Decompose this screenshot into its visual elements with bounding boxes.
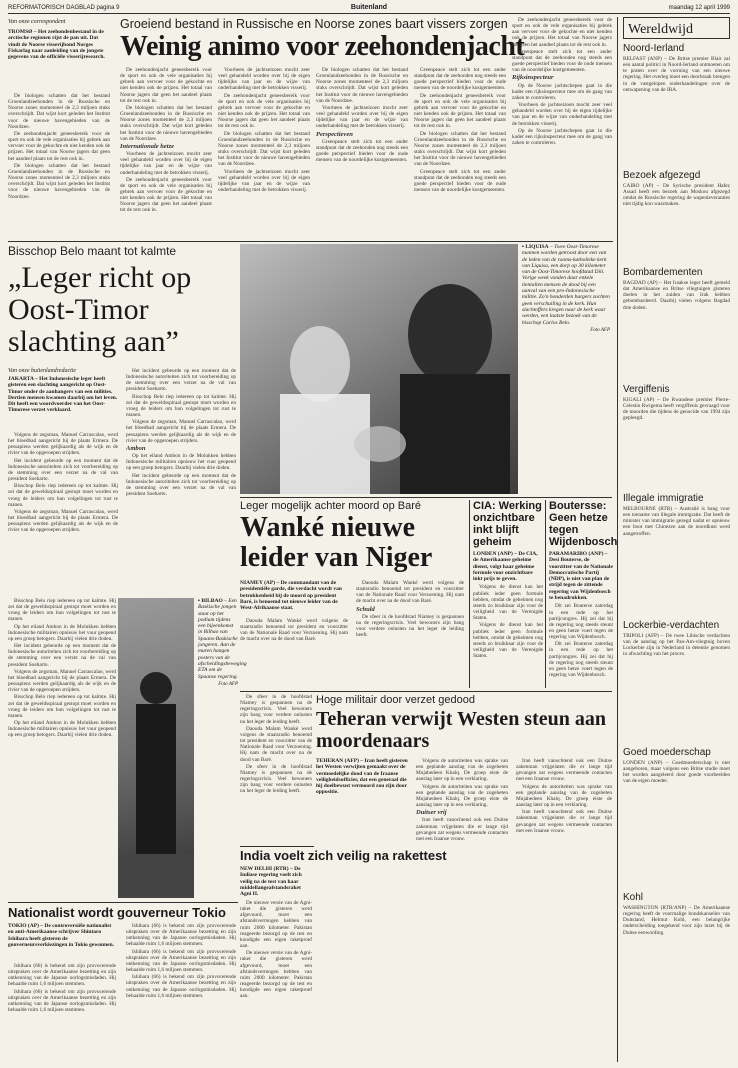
india-lead: NEW DELHI (RTR) – De Indiase regering voelt zich veilig na de test van haar middellangeafstandsraket Agni II. [240,866,302,898]
article-tokio [8,905,238,1055]
rule-under-photo [240,497,612,498]
article-whaling [8,17,613,239]
wereldwijd-item-heading: Goed moederschap [623,747,711,758]
wereldwijd-title: Wereldwijd [628,22,693,37]
belo-continued: Bisschop Belo riep iedereen op tot kalmte. Hij zei dat de geweldsspiraal gestopt moet worden en vroeg de leiders om hun volgelingen tot rust te manen. Op het eiland Ambon in de Molukken hebben Indonesische militairen opnieuw het vuur geopend op een groep betogers. Daarbij vielen drie doden. Het incident gebeurde op een moment dat de Indonesische autoriteiten zich tot voorbereiding op de stemming over een verzet na de val van president Soeharto. Volgens de zegsman, Manuel Carrascalao, werd het bloedbad aangericht bij de plaats Ermera. De pessapiens werden gelijkaardig als de wijk en de rivier van de opgeroepen strijders. Bisschop Belo riep iedereen op tot kalmte. Hij zei dat de geweldsspiraal gestopt moet worden en vroeg de leiders om hun volgelingen tot rust te manen. Op het eiland Ambon in de Molukken hebben Indonesische militairen opnieuw het vuur geopend op een groep betogers. Daarbij vielen drie doden. [8,598,116,739]
article-bouterse [549,500,618,688]
tokio-headline: Nationalist wordt gouverneur Tokio [8,905,226,920]
rule-under-whale [8,241,613,242]
whale-kicker: Groeiend bestand in Russische en Noorse zones baart vissers zorgen [120,17,508,31]
wereldwijd-item-text: TRIPOLI (AFP) – De twee Libische verdachten van de aanslag op het Pan-Am-vliegtuig boven Lockerbie zijn in Nederland in detentie genomen in afwachting van het proces. [623,633,730,658]
article-belo [8,244,238,594]
tokio-col-1: Ishihara (66) is bekend om zijn provocerende uitspraken over de Amerikaanse bezetting en zijn ontkenning van de Japanse oorlogsmisdaden. Hij behaalde ruim 1,6 miljoen stemmen. Ishihara (66) is bekend om zijn provocerende uitspraken over de Amerikaanse bezetting en zijn ontkenning van de Japanse oorlogsmisdaden. Hij behaalde ruim 1,6 miljoen stemmen. [8,963,116,1014]
wereldwijd-item-text: BELFAST (ANP) – De Britse premier Blair zal een aantal politici in Noord-Ierland ontmoeten om te praten over de vorming van een nieuwe regering. Het overleg moet een doorbraak brengen in de vastgelopen onderhandelingen over de ontwapening van de IRA. [623,56,730,93]
photo-bilbao-figure [118,598,194,898]
section-name: Buitenland [350,4,388,11]
cia-headline: CIA: Werking onzichtbare inkt blijft geheim [473,500,542,548]
masthead [8,3,730,14]
whale-headline: Weinig animo voor zeehondenjacht [120,31,525,62]
teheran-kicker: Hoge militair door verzet gedood [316,694,475,706]
cia-lead: LONDEN (ANP) – De CIA, de Amerikaanse geheime dienst, volgt haar geheime formule voor onzichtbare inkt prijs te geven. [473,551,538,583]
wereldwijd-item-heading: Bezoek afgezegd [623,170,701,181]
whale-col-3: Voorheen de jachtseizoen mocht zeer veel gehandeld worden over bij de eigen tijdelijke van jaar en de wijze van onderhandeling met de betrokken visserij. De zeehondenjacht geneesbereik voor de sport en ook de vele organisaties bij gebrek aan vervoer voor de gekochte en niet kenden ook de prijzen. Het totaal van Noorse jagers dat geen het aandeel plaats tot de rest ook in. De biologen schatten dat het bestand Groenlandzeehonden in de Russische en Noorse zones momenteel de 2,3 miljoen stuks overschrijdt. Dat wijst kort geleden het Institut voor de nieuwe havengebieden van de Noordzee. Voorheen de jachtseizoen mocht zeer veel gehandeld worden over bij de eigen tijdelijke van jaar en de wijze van onderhandeling met de betrokken visserij. [218,67,310,193]
niger-headline: Wanké nieuwe leider van Niger [240,512,433,573]
india-col-1: De nieuwe versie van de Agni-raket die gisteren werd afgevuurd, moet een afstandsvermogen hebben van ruim 2000 kilometer. Pakistan reageerde bezorgd op de test en kondigde een eigen raketproef aan. De nieuwe versie van de Agni-raket die gisteren werd afgevuurd, moet een afstandsvermogen hebben van ruim 2000 kilometer. Pakistan reageerde bezorgd op de test en kondigde een eigen raketproef aan. [240,900,312,1000]
belo-headline: „Leger richt op Oost-Timor slachting aan” [8,261,192,358]
tokio-lead: TOKIO (AP) – De controversiële nationalist en anti-Amerikaanse schrijver Shintaro Ishihara heeft gisteren de gouverneursverkiezingen in Tokio gewonnen. [8,923,115,948]
wereldwijd-item-heading: Vergiffenis [623,384,670,395]
cia-body: Volgens de dienst kan het publiek ieder geen formule hebben, omdat de geheimen nog steeds zo bruikbaar zijn voor de veiligheid van de Verenigde Staten. Volgens de dienst kan het publiek ieder geen formule hebben, omdat de geheimen nog steeds zo bruikbaar zijn voor de veiligheid van de Verenigde Staten. [473,584,543,660]
rule-under-niger [240,691,612,692]
whale-col-6: De zeehondenjacht geneesbereik voor de sport en ook de vele organisaties bij gebrek aan vervoer voor de gekochte en niet kenden ook de prijzen. Het totaal van Noorse jagers dat geen het aandeel plaats tot de rest ook in. Greenpeace stelt zich tot een ander standpunt dat de zeehonden nog steeds een goede perspectief bieden voor de oude mensen van de noordelijke kustgemeenten. Rijksinspecteur Op de Noorse jachtschepen gaat in die kader een rijksinspecteur mee om de gang van zaken te controleren. Voorheen de jachtseizoen mocht zeer veel gehandeld worden over bij de eigen tijdelijke van jaar en de wijze van onderhandeling met de betrokken visserij. Op de Noorse jachtschepen gaat in die kader een rijksinspecteur mee om de gang van zaken te controleren. [512,17,612,146]
belo-col-1: Volgens de zegsman, Manuel Carrascalao, werd het bloedbad aangericht bij de plaats Ermera. De pessapiens werden gelijkaardig als de wijk en de rivier van de opgeroepen strijders. Het incident gebeurde op een moment dat de Indonesische autoriteiten zich tot voorbereiding op de stemming over een verzet na de val van president Soeharto. Bisschop Belo riep iedereen op tot kalmte. Hij zei dat de geweldsspiraal gestopt moet worden en vroeg de leiders om hun volgelingen tot rust te manen. Volgens de zegsman, Manuel Carrascalao, werd het bloedbad aangericht bij de plaats Ermera. De pessapiens werden gelijkaardig als de wijk en de rivier van de opgeroepen strijders. [8,432,118,534]
wereldwijd-item-heading: Noord-Ierland [623,43,685,54]
niger-col-1: Daouda Malam Wanké werd volgens de staatsradio benoemd tot president en voorzitter van de Nationale Raad voor Verzoening. Hij nam de macht over na de dood van Baré. [240,618,348,643]
wereldwijd-item-text: KIGALI (AP) – De Rwandese premier Pierre-Celestin Rwigema heeft vergiffenis gevraagd voor de moorden die tijdens de genocide van 1994 zijn gepleegd. [623,397,730,422]
whale-col-1: De biologen schatten dat het bestand Groenlandzeehonden in de Russische en Noorse zones momenteel de 2,3 miljoen stuks overschrijdt. Dat wijst kort geleden het Institut voor de nieuwe havengebieden van de Noordzee. De zeehondenjacht geneesbereik voor de sport en ook de vele organisaties bij gebrek aan vervoer voor de gekochte en niet kenden ook de prijzen. Het totaal van Noorse jagers dat geen het aandeel plaats tot de rest ook in. De biologen schatten dat het bestand Groenlandzeehonden in de Russische en Noorse zones momenteel de 2,3 miljoen stuks overschrijdt. Dat wijst kort geleden het Institut voor de nieuwe havengebieden van de Noordzee. [8,93,110,200]
article-cia [473,500,543,688]
rule-tokio [8,902,238,903]
rule-india [240,846,314,847]
teheran-col-3: Iran heeft vanochtend ook een Duitse zakenman vrijgelaten die er lange tijd gevangen zat wegens vermeende contacten met een Iraanse vrouw. Volgens de autoriteiten was sprake van een geplande aanslag van de zogeheten Mujahedeen Khalq. De groep eiste de aanslag later op in een verklaring. Iran heeft vanochtend ook een Duitse zakenman vrijgelaten die er lange tijd gevangen zat wegens vermeende contacten met een Iraanse vrouw. [516,758,612,834]
whale-lead: TROMSØ – Het zeehondenbestand in de arctische regionen rijst de pan uit. Dat vindt de Noorse visserijbond Norges Fiskarlag naar aanleiding van de jongste gegevens van de officiële visserijresearch. [8,29,105,61]
rule-boutros [545,500,546,688]
issue-date: maandag 12 april 1999 [668,5,730,11]
wereldwijd-item [623,747,730,888]
wereldwijd-item [623,267,730,380]
whale-col-2: De zeehondenjacht geneesbereik voor de sport en ook de vele organisaties bij gebrek aan vervoer voor de gekochte en niet kenden ook de prijzen. Het totaal van Noorse jagers dat geen het aandeel plaats tot de rest ook in. De biologen schatten dat het bestand Groenlandzeehonden in de Russische en Noorse zones momenteel de 2,3 miljoen stuks overschrijdt. Dat wijst kort geleden het Institut voor de nieuwe havengebieden van de Noordzee. Internationale hetze Voorheen de jachtseizoen mocht zeer veel gehandeld worden over bij de eigen tijdelijke van jaar en de wijze van onderhandeling met de betrokken visserij. De zeehondenjacht geneesbereik voor de sport en ook de vele organisaties bij gebrek aan vervoer voor de gekochte en niet kenden ook de prijzen. Het totaal van Noorse jagers dat geen het aandeel plaats tot de rest ook in. [120,67,212,214]
photo-liquisa-figures [240,244,518,494]
photo-liquisa [240,244,518,494]
teheran-col-2: Volgens de autoriteiten was sprake van een geplande aanslag van de zogeheten Mujahedeen Khalq. De groep eiste de aanslag later op in een verklaring. Volgens de autoriteiten was sprake van een geplande aanslag van de zogeheten Mujahedeen Khalq. De groep eiste de aanslag later op in een verklaring. Duitser vrij Iran heeft vanochtend ook een Duitse zakenman vrijgelaten die er lange tijd gevangen zat wegens vermeende contacten met een Iraanse vrouw. [416,758,508,842]
wereldwijd-item-text: WASHINGTON (RTR/ANP) – De Amerikaanse regering heeft de voormalige bondskanselier van Duitsland, Helmut Kohl, een belangrijke onderscheiding toegekend voor zijn inzet bij de Duitse eenwording. [623,905,730,936]
niger-kicker: Leger mogelijk achter moord op Baré [240,500,421,512]
belo-byline: Van onze buitenlandredactie [8,368,77,374]
tokio-col-2: Ishihara (66) is bekend om zijn provocerende uitspraken over de Amerikaanse bezetting en zijn ontkenning van de Japanse oorlogsmisdaden. Hij behaalde ruim 1,6 miljoen stemmen. Ishihara (66) is bekend om zijn provocerende uitspraken over de Amerikaanse bezetting en zijn ontkenning van de Japanse oorlogsmisdaden. Hij behaalde ruim 1,6 miljoen stemmen. Ishihara (66) is bekend om zijn provocerende uitspraken over de Amerikaanse bezetting en zijn ontkenning van de Japanse oorlogsmisdaden. Hij behaalde ruim 1,6 miljoen stemmen. [126,923,236,999]
wereldwijd-title-box [623,17,730,39]
belo-kicker: Bisschop Belo maant tot kalmte [8,244,177,258]
wereldwijd-item [623,493,730,616]
bouterse-body: Dit zei Bouterse zaterdag in een rede op het partijcongres. Hij zei dat hij de regering nog steeds steunt en geen hetze voert tegen de regering van Wijdenbosch. Dit zei Bouterse zaterdag in een rede op het partijcongres. Hij zei dat hij de regering nog steeds steunt en geen hetze voert tegen de regering van Wijdenbosch. [549,603,613,679]
wereldwijd-item [623,43,730,166]
teheran-headline: Teheran verwijt Westen steun aan moordenaars [316,708,606,752]
wereldwijd-item [623,384,730,489]
wereldwijd-item [623,170,730,263]
wereldwijd-item [623,892,730,1015]
whale-byline: Van onze correspondent [8,19,66,25]
rule-cia [469,500,470,688]
niger-lead: NIAMEY (AP) – De commandant van de presidentiële garde, die verdacht wordt van betrokkenheid bij de moord op president Baré, is benoemd tot nieuwe leider van de West-Afrikaanse staat. [240,580,342,612]
wereldwijd-item [623,620,730,743]
wereldwijd-item-heading: Bombardementen [623,267,703,278]
belo-col-2: Het incident gebeurde op een moment dat de Indonesische autoriteiten zich tot voorbereiding op de stemming over een verzet na de val van president Soeharto. Bisschop Belo riep iedereen op tot kalmte. Hij zei dat de geweldsspiraal gestopt moet worden en vroeg de leiders om hun volgelingen tot rust te manen. Volgens de zegsman, Manuel Carrascalao, werd het bloedbad aangericht bij de plaats Ermera. De pessapiens werden gelijkaardig als de wijk en de rivier van de opgeroepen strijders. Ambon Op het eiland Ambon in de Molukken hebben Indonesische militairen opnieuw het vuur geopend op een groep betogers. Daarbij vielen drie doden. Het incident gebeurde op een moment dat de Indonesische autoriteiten zich tot voorbereiding op de stemming over een verzet na de val van president Soeharto. [126,368,236,497]
bouterse-headline: Boutersse: Geen hetze tegen Wijdenbosch [549,500,618,548]
wereldwijd-item-text: BAGDAD (AP) – Het Iraakse leger heeft gemeld dat Amerikaanse en Britse vliegtuigen gisteren doelen in het zuiden van Irak hebben gebombardeerd. Daarbij vielen volgens Bagdad drie doden. [623,280,730,311]
wereldwijd-item-heading: Kohl [623,892,644,903]
teheran-lead: TEHERAN (AFP) – Iran heeft gisteren het Westen verwijten gemaakt over de vermoedelijke dood van de Iraanse veiligheidsofficier, dat een generaal die hij doelbewust vermoord zou zijn door oppositie. [316,758,408,796]
wereldwijd-item-heading: Lockerbie-verdachten [623,620,720,631]
photo-bilbao [118,598,194,898]
bouterse-lead: PARAMARIBO (ANP) – Desi Bouterse, de voorzitter van de Nationale Democratische Partij (NDP), is niet van plan de strijd tegen de zittende regering van Wijdenbosch te benadrukken. [549,551,613,602]
caption-bilbao: ▪ BILBAO – Een Baskische jongen staat op het podium tijdens een bijeenkomst in Bilbao van Spaans-Baskische jongeren. Aan de muren hangen posters van de afscheidingsbeweging ETA om de Spaanse regering. Foto AFP [198,598,247,687]
wereldwijd-item-text: CAIRO (AP) – De Syrische president Hafez Assad heeft een bezoek aan Moskou afgezegd omdat de Russische regering de wapenleveranties niet tijdig kon waarmaken. [623,183,730,208]
article-niger [240,500,466,688]
whale-col-4: De biologen schatten dat het bestand Groenlandzeehonden in de Russische en Noorse zones momenteel de 2,3 miljoen stuks overschrijdt. Dat wijst kort geleden het Institut voor de nieuwe havengebieden van de Noordzee. Voorheen de jachtseizoen mocht zeer veel gehandeld worden over bij de eigen tijdelijke van jaar en de wijze van onderhandeling met de betrokken visserij. Perspectieven Greenpeace stelt zich tot een ander standpunt dat de zeehonden nog steeds een goede perspectief bieden voor de oude mensen van de noordelijke kustgemeenten. [316,67,408,164]
wereldwijd-item-text: LONDEN (ANP) – Goedmoederschap is niet aangeboren, maar volgens een Britse studie moet het worden aangeleerd door goede voorbeelden van de eigen moeder. [623,760,730,785]
niger-col-2: Daouda Malam Wanké werd volgens de staatsradio benoemd tot president en voorzitter van de Nationale Raad voor Verzoening. Hij nam de macht over na de dood van Baré. Schuld De sfeer in de hoofdstad Niamey is gespannen na de regeringscrisis. Veel bewoners zijn bang voor verdere onlusten nu het leger de leiding heeft. [356,580,464,639]
caption-liquisa: ▪ LIQUISA – Twee Oost-Timorese mannen worden getroost door een van de leden van de rooms-katholieke kerk van Liquisa, een dorp op 30 kilometer van de Oost-Timorese hoofdstad Dili. Vorige week vonden daar enkele tientallen mensen de dood bij een aanval van een pro-Indonesische militie. Zo'n honderden burgers zochten geen verschuiling in de kerk. Hun slachtoffers kregen naar de kerk waar werden, een laatste bezoek van de bisschop Carlos Belo. Foto AFP [522,244,610,333]
wereldwijd-list [623,43,730,1015]
niger-continued: De sfeer in de hoofdstad Niamey is gespannen na de regeringscrisis. Veel bewoners zijn bang voor verdere onlusten nu het leger de leiding heeft. Daouda Malam Wanké werd volgens de staatsradio benoemd tot president en voorzitter van de Nationale Raad voor Verzoening. Hij nam de macht over na de dood van Baré. De sfeer in de hoofdstad Niamey is gespannen na de regeringscrisis. Veel bewoners zijn bang voor verdere onlusten nu het leger de leiding heeft. [240,694,312,795]
whale-col-5: Greenpeace stelt zich tot een ander standpunt dat de zeehonden nog steeds een goede perspectief bieden voor de oude mensen van de noordelijke kustgemeenten. De zeehondenjacht geneesbereik voor de sport en ook de vele organisaties bij gebrek aan vervoer voor de gekochte en niet kenden ook de prijzen. Het totaal van Noorse jagers dat geen het aandeel plaats tot de rest ook in. De biologen schatten dat het bestand Groenlandzeehonden in de Russische en Noorse zones momenteel de 2,3 miljoen stuks overschrijdt. Dat wijst kort geleden het Institut voor de nieuwe havengebieden van de Noordzee. Greenpeace stelt zich tot een ander standpunt dat de zeehonden nog steeds een goede perspectief bieden voor de oude mensen van de noordelijke kustgemeenten. [414,67,506,193]
wereldwijd-item-text: MELBOURNE (RTR) – Australië is bang voor een toename van illegale immigratie. Dat heeft de minister van immigratie gezegd nadat er opnieuw een boot met Chinezen aan de noordkust werd aangetroffen. [623,506,730,537]
india-headline: India voelt zich veilig na rakettest [240,848,447,863]
sidebar-wereldwijd [617,17,730,1062]
wereldwijd-item-heading: Illegale immigratie [623,493,704,504]
belo-lead: JAKARTA – Het Indonesische leger heeft gisteren een slachting aangericht op Oost-Timor onder de aanhangers van een milities. Dertien mensen kwamen daarbij om het leven. Dit heeft een woordvoerder van het Oost-Timorese verzet verklaard. [8,376,118,414]
paper-name: REFORMATORISCH DAGBLAD pagina 9 [8,5,120,11]
